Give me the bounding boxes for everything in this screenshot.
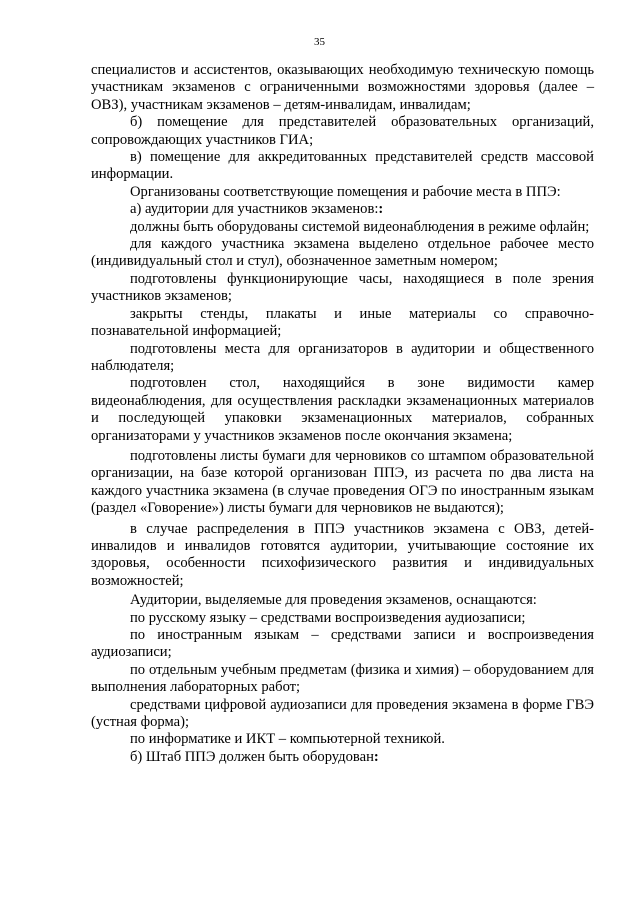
paragraph: по иностранным языкам – средствами записи и воспроизведения аудиозаписи; — [91, 627, 594, 661]
paragraph: Организованы соответствующие помещения и рабочие места в ППЭ: — [130, 183, 561, 200]
paragraph: подготовлены места для организаторов в аудитории и общественного наблюдателя; — [91, 340, 594, 374]
paragraph: подготовлены листы бумаги для черновиков со штампом образовательной организации, на базе которой организован ППЭ, из расчета по два листа на каждого участника экзамена (в случае проведения ОГЭ по иностранным языкам (раздел «Говорение») листы бумаги для черновиков не выдаются); — [91, 447, 594, 517]
paragraph: б) помещение для представителей образовательных организаций, сопровождающих участников ГИА; — [91, 114, 594, 148]
paragraph: по русскому языку – средствами воспроизведения аудиозаписи; — [130, 609, 526, 626]
paragraph: закрыты стенды, плакаты и иные материалы со справочно-познавательной информацией; — [91, 305, 594, 340]
paragraph: специалистов и ассистентов, оказывающих необходимую техническую помощь участникам экзаменов с ограниченными возможностями здоровья (далее – ОВЗ), участникам экзаменов – детям-инвалидам, инвалидам; — [91, 62, 594, 113]
paragraph: по отдельным учебным предметам (физика и химия) – оборудованием для выполнения лабораторных работ; — [91, 661, 594, 696]
paragraph: по информатике и ИКТ – компьютерной техникой. — [130, 731, 445, 748]
document-body — [91, 62, 594, 766]
paragraph: для каждого участника экзамена выделено отдельное рабочее место (индивидуальный стол и стул), обозначенное заметным номером; — [91, 236, 594, 270]
paragraph: Аудитории, выделяемые для проведения экзаменов, оснащаются: — [130, 592, 537, 609]
bold-colon: : — [373, 748, 379, 765]
paragraph — [91, 749, 594, 766]
paragraph: должны быть оборудованы системой видеонаблюдения в режиме офлайн; — [130, 218, 590, 235]
paragraph-text: а) аудитории для участников экзаменов: — [130, 201, 379, 218]
page-number: 35 — [314, 36, 325, 48]
paragraph — [91, 201, 594, 218]
paragraph: подготовлены функционирующие часы, находящиеся в поле зрения участников экзаменов; — [91, 270, 594, 305]
paragraph-text: б) Штаб ППЭ должен быть оборудован — [130, 748, 374, 765]
paragraph: средствами цифровой аудиозаписи для проведения экзамена в форме ГВЭ (устная форма); — [91, 696, 594, 731]
paragraph: подготовлен стол, находящийся в зоне видимости камер видеонаблюдения, для осуществления раскладки экзаменационных материалов и последующей упаковки экзаменационных материалов, собранных организаторами у участников экзаменов после окончания экзамена; — [91, 375, 594, 444]
bold-colon: : — [378, 201, 384, 218]
paragraph: в случае распределения в ППЭ участников экзамена с ОВЗ, детей-инвалидов и инвалидов готовятся аудитории, учитывающие состояние их здоровья, особенности психофизического развития и индивидуальных возможностей; — [91, 520, 594, 589]
paragraph: в) помещение для аккредитованных представителей средств массовой информации. — [91, 149, 594, 183]
